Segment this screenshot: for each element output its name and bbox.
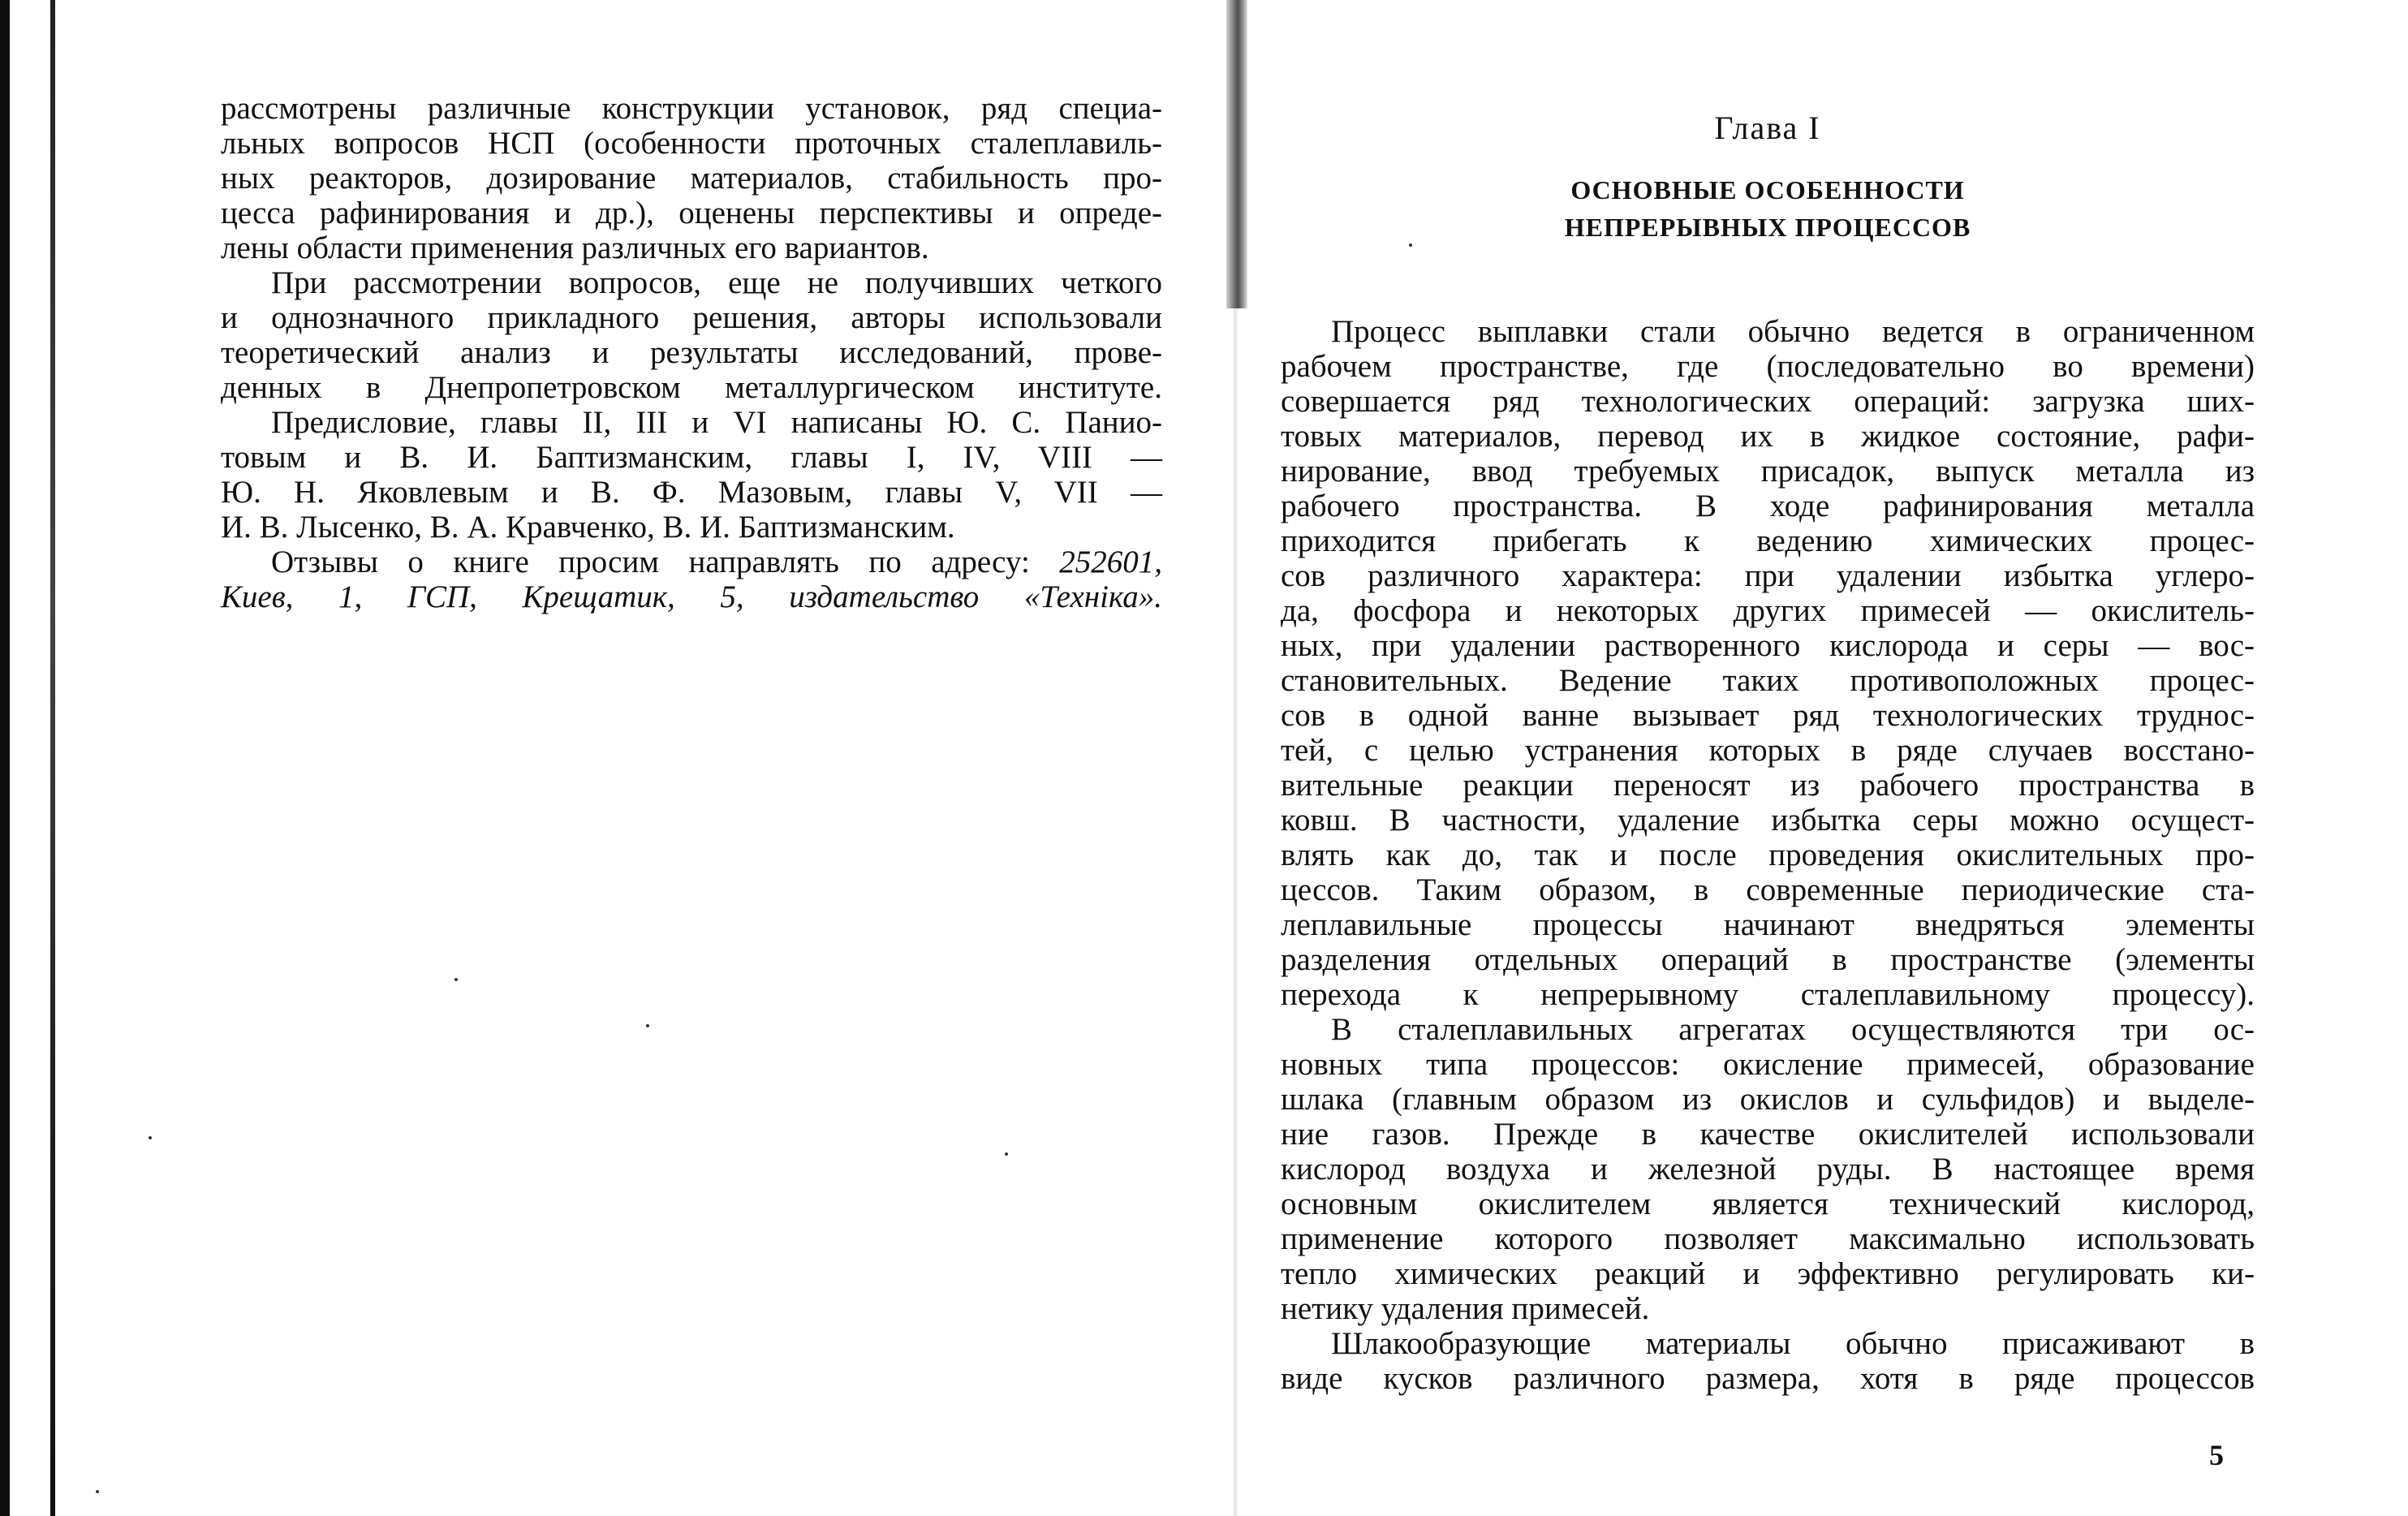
page-number: 5 <box>2209 1439 2224 1471</box>
text-line: цесса рафинирования и др.), оценены перспективы и опреде- <box>221 196 1162 230</box>
text-line: приходится прибегать к ведению химических процес- <box>1281 523 2255 558</box>
scan-speck <box>1005 1152 1008 1156</box>
text-line: рассмотрены различные конструкции установок, ряд специа- <box>221 91 1162 126</box>
text-line: сов в одной ванне вызывает ряд технологических труднос- <box>1281 698 2255 733</box>
text-line: теоретический анализ и результаты исследований, прове- <box>221 335 1162 370</box>
text-line: тепло химических реакций и эффективно регулировать ки- <box>1281 1256 2255 1291</box>
book-gutter <box>1226 0 1247 308</box>
text-line: И. В. Лысенко, В. А. Кравченко, В. И. Баптизманским. <box>221 510 955 545</box>
text-line: и однозначного прикладного решения, авторы использовали <box>221 300 1162 335</box>
text-line: ковш. В частности, удаление избытка серы можно осущест- <box>1281 803 2255 838</box>
text-line: лены области применения различных его вариантов. <box>221 230 929 265</box>
address-intro: Отзывы о книге просим направлять по адресу: <box>271 545 1060 579</box>
text-line: новных типа процессов: окисление примесей, образование <box>1281 1047 2255 1082</box>
text-line: товых материалов, перевод их в жидкое состояние, рафи- <box>1281 419 2255 454</box>
address-postcode: 252601, <box>1059 545 1162 579</box>
scan-speck <box>646 1024 649 1027</box>
text-line: рабочего пространства. В ходе рафинирования металла <box>1281 489 2255 523</box>
text-line: основным окислителем является технический кислород, <box>1281 1187 2255 1221</box>
text-line: рабочем пространстве, где (последовательно во времени) <box>1281 349 2255 384</box>
chapter-title-line-2: НЕПРЕРЫВНЫХ ПРОЦЕССОВ <box>1564 213 1971 242</box>
gutter-shadow <box>1233 308 1238 1516</box>
text-line: Шлакообразующие материалы обычно присаживают в <box>1331 1326 2255 1361</box>
text-line: нирование, ввод требуемых присадок, выпуск металла из <box>1281 454 2255 489</box>
scan-speck <box>96 1490 99 1493</box>
left-page-text <box>221 91 1162 545</box>
scan-edge-left <box>0 0 10 1516</box>
scan-speck <box>149 1136 152 1139</box>
text-line: применение которого позволяет максимально использовать <box>1281 1221 2255 1256</box>
text-line: тей, с целью устранения которых в ряде случаев восстано- <box>1281 733 2255 768</box>
text-line: виде кусков различного размера, хотя в ряде процессов <box>1281 1361 2255 1396</box>
text-line: разделения отдельных операций в пространстве (элементы <box>1281 942 2255 977</box>
chapter-spacer <box>1281 246 2255 314</box>
text-line: При рассмотрении вопросов, еще не получивших четкого <box>271 265 1162 300</box>
text-line: В сталеплавильных агрегатах осуществляются три ос- <box>1331 1012 2255 1047</box>
left-page <box>221 91 1162 614</box>
text-line: становительных. Ведение таких противоположных процес- <box>1281 663 2255 698</box>
text-line: ных, при удалении растворенного кислорода и серы — вос- <box>1281 628 2255 663</box>
address-line: Киев, 1, ГСП, Крещатик, 5, издательство «Техніка». <box>221 579 1162 614</box>
text-line: товым и В. И. Баптизманским, главы I, IV, VIII — <box>221 440 1162 475</box>
scan-edge-line <box>50 0 55 1516</box>
text-line: Процесс выплавки стали обычно ведется в ограниченном <box>1331 314 2255 349</box>
scan-speck <box>454 978 458 981</box>
text-line: перехода к непрерывному сталеплавильному процессу). <box>1281 977 2255 1012</box>
chapter-label: Глава I <box>1714 110 1821 146</box>
text-line: денных в Днепропетровском металлургическом институте. <box>221 370 1162 405</box>
text-line: вительные реакции переносят из рабочего пространства в <box>1281 768 2255 803</box>
right-page <box>1281 97 2255 1396</box>
text-line: льных вопросов НСП (особенности проточных сталеплавиль- <box>221 126 1162 161</box>
text-line: нетику удаления примесей. <box>1281 1291 1650 1326</box>
chapter-title <box>1281 171 2255 246</box>
text-line: совершается ряд технологических операций: загрузка ших- <box>1281 384 2255 419</box>
text-line: цессов. Таким образом, в современные периодические ста- <box>1281 872 2255 907</box>
chapter-title-line-1: ОСНОВНЫЕ ОСОБЕННОСТИ <box>1570 175 1965 205</box>
text-line: сов различного характера: при удалении избытка углеро- <box>1281 558 2255 593</box>
text-line: влять как до, так и после проведения окислительных про- <box>1281 838 2255 872</box>
text-line: да, фосфора и некоторых других примесей — окислитель- <box>1281 593 2255 628</box>
text-line: ние газов. Прежде в качестве окислителей использовали <box>1281 1117 2255 1152</box>
text-line: ных реакторов, дозирование материалов, стабильность про- <box>221 161 1162 196</box>
right-page-text <box>1281 314 2255 1396</box>
text-line: кислород воздуха и железной руды. В настоящее время <box>1281 1152 2255 1187</box>
text-line: шлака (главным образом из окислов и сульфидов) и выделе- <box>1281 1082 2255 1117</box>
text-line: леплавильные процессы начинают внедряться элементы <box>1281 907 2255 942</box>
text-line: Ю. Н. Яковлевым и В. Ф. Мазовым, главы V, VII — <box>221 475 1162 510</box>
text-line: Предисловие, главы II, III и VI написаны Ю. С. Панио- <box>271 405 1162 440</box>
left-address-line <box>221 545 1162 579</box>
